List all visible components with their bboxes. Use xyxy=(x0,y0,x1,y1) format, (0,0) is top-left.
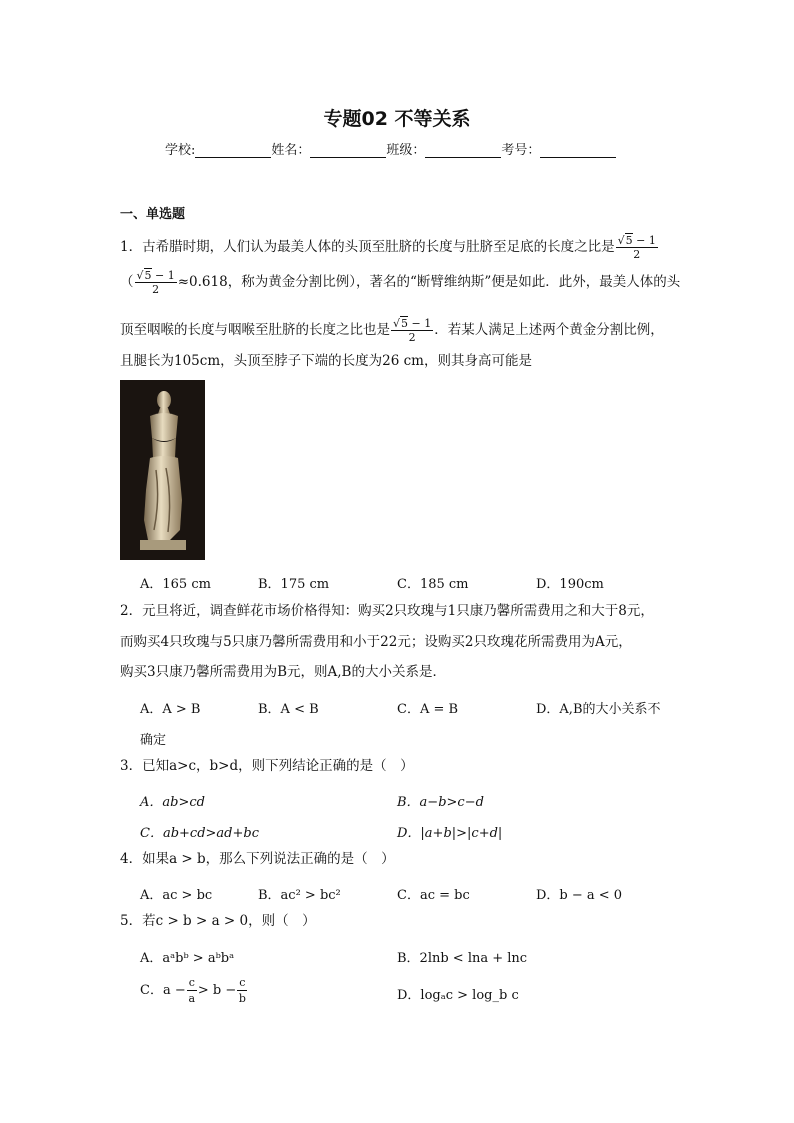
q2-option-b[interactable]: B．A < B xyxy=(258,702,319,717)
q2-line1: 2．元旦将近，调查鲜花市场价格得知：购买2只玫瑰与1只康乃馨所需费用之和大于8元， xyxy=(120,603,654,619)
q1-line3: 顶至咽喉的长度与咽喉至肚脐的长度之比也是 $\frac{√5 - 1}{2}$ ．若某人满足上述两个黄金分割比例， xyxy=(120,317,664,344)
class-blank[interactable] xyxy=(425,143,501,158)
q1-line4: 且腿长为105cm，头顶至脖子下端的长度为26 cm，则其身高可能是 xyxy=(120,353,532,369)
q4-stem: 4．如果a > b，那么下列说法正确的是（ ） xyxy=(120,851,395,867)
q5-option-d[interactable]: D．logₐc > log_b c xyxy=(397,988,519,1003)
name-blank[interactable] xyxy=(310,143,386,158)
q2-line2: 而购买4只玫瑰与5只康乃馨所需费用和小于22元；设购买2只玫瑰花所需费用为A元， xyxy=(120,634,632,650)
venus-de-milo-image xyxy=(120,380,205,560)
student-info-line xyxy=(165,139,616,158)
q3-option-d[interactable]: D．|a+b|>|c+d| xyxy=(397,826,503,841)
class-label: 班级： xyxy=(386,143,426,158)
q2-option-c[interactable]: C．A = B xyxy=(397,702,459,717)
q5-option-c[interactable]: C．a − $\frac{c}{a}$ > b − $\frac{c}{b}$ xyxy=(140,976,246,1005)
golden-ratio-fraction: $\frac{√5 - 1}{2}$ xyxy=(617,234,656,261)
q4-option-c[interactable]: C．ac = bc xyxy=(397,888,470,903)
q4-option-b[interactable]: B．ac² > bc² xyxy=(258,888,341,903)
q5-option-a[interactable]: A．aᵃbᵇ > aᵇbᵃ xyxy=(140,951,235,966)
q1-line2: （ $\frac{√5 - 1}{2}$ ≈0.618，称为黄金分割比例），著名的“断臂维纳斯”便是如此．此外，最美人体的头 xyxy=(120,269,681,296)
sqrt-symbol: √ xyxy=(617,234,625,247)
q3-stem: 3．已知a>c，b>d，则下列结论正确的是（ ） xyxy=(120,758,414,774)
school-blank[interactable] xyxy=(195,143,271,158)
q3-option-a[interactable]: A．ab>cd xyxy=(140,795,205,810)
statue-icon xyxy=(120,380,205,560)
c-over-b-fraction: $\frac{c}{b}$ xyxy=(238,976,246,1005)
q1-text-1: 1．古希腊时期，人们认为最美人体的头顶至肚脐的长度与肚脐至足底的长度之比是 xyxy=(120,239,615,255)
q1-option-b[interactable]: B．175 cm xyxy=(258,577,330,592)
c-over-a-fraction: $\frac{c}{a}$ xyxy=(188,976,196,1005)
q2-option-d[interactable]: D．A,B的大小关系不 xyxy=(536,702,661,717)
q3-option-b[interactable]: B．a−b>c−d xyxy=(397,795,484,810)
golden-ratio-fraction: $\frac{√5 - 1}{2}$ xyxy=(136,269,175,296)
q1-option-d[interactable]: D．190cm xyxy=(536,577,604,592)
q2-option-d-continuation: 确定 xyxy=(140,733,167,748)
section-title: 一、单选题 xyxy=(120,207,186,222)
number-label: 考号： xyxy=(501,143,541,158)
q1-option-a[interactable]: A．165 cm xyxy=(140,577,211,592)
q5-option-b[interactable]: B．2lnb < lna + lnc xyxy=(397,951,528,966)
q4-option-a[interactable]: A．ac > bc xyxy=(140,888,213,903)
school-label: 学校: xyxy=(165,143,196,158)
name-label: 姓名： xyxy=(271,143,311,158)
number-blank[interactable] xyxy=(540,143,616,158)
q1-line1 xyxy=(120,235,659,260)
golden-ratio-fraction: $\frac{√5 - 1}{2}$ xyxy=(393,317,432,344)
q1-option-c[interactable]: C．185 cm xyxy=(397,577,469,592)
q5-stem: 5．若c > b > a > 0，则（ ） xyxy=(120,913,316,929)
page-title: 专题02 不等关系 xyxy=(323,108,471,130)
q3-option-c[interactable]: C．ab+cd>ad+bc xyxy=(140,826,259,841)
q2-line3: 购买3只康乃馨所需费用为B元，则A,B的大小关系是． xyxy=(120,664,446,680)
q2-option-a[interactable]: A．A > B xyxy=(140,702,201,717)
q4-option-d[interactable]: D．b − a < 0 xyxy=(536,888,623,903)
